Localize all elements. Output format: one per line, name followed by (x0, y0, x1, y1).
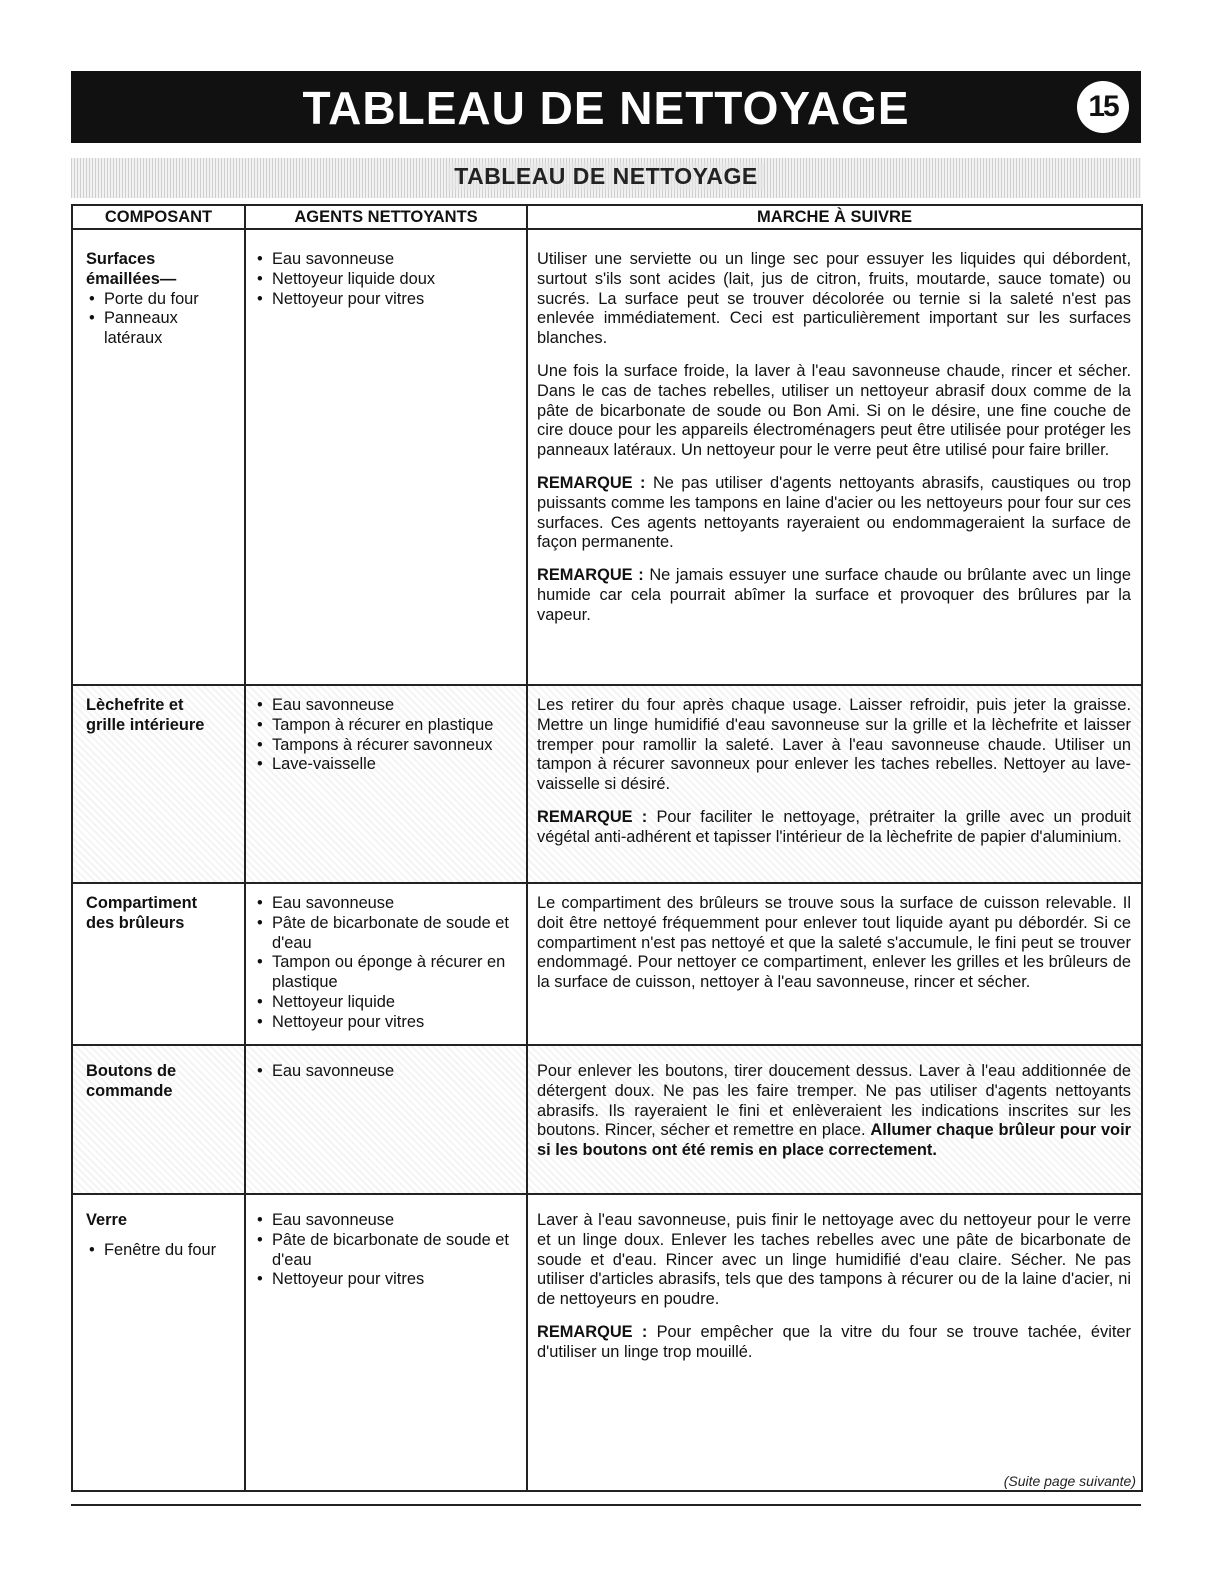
header-component: COMPOSANT (72, 205, 245, 229)
list-item: • Eau savonneuse (254, 696, 520, 716)
table-header-row (72, 205, 1142, 229)
component-cell (72, 883, 245, 1045)
list-item: • Panneaux latéraux (86, 309, 234, 349)
list-item: • Eau savonneuse (254, 1211, 520, 1231)
list-item: • Eau savonneuse (254, 1062, 520, 1082)
list-item: • Nettoyeur pour vitres (254, 1270, 520, 1290)
procedure-cell (527, 883, 1142, 1045)
list-item: • Nettoyeur liquide doux (254, 270, 520, 290)
list-item: • Fenêtre du four (86, 1241, 234, 1261)
component-cell (72, 229, 245, 685)
remark-label: REMARQUE : (537, 473, 646, 492)
remark-paragraph: REMARQUE : Ne pas utiliser d'agents nettoyants abrasifs, caustiques ou trop puissants comme les tampons en laine d'acier ou les nettoyeurs pour four sur ces surfaces. Ces agents nettoyants rayeraient ou endommageraient la surface de façon permanente. (537, 473, 1131, 552)
agents-cell (245, 1194, 527, 1491)
list-item: • Tampon ou éponge à récurer en plastique (254, 953, 520, 993)
list-item: • Nettoyeur liquide (254, 993, 520, 1013)
list-item: • Pâte de bicarbonate de soude et d'eau (254, 1231, 520, 1271)
cleaning-table (71, 204, 1143, 1492)
agents-list (254, 250, 520, 309)
component-name: Verre (86, 1211, 128, 1229)
remark-paragraph: REMARQUE : Pour empêcher que la vitre du four se trouve tachée, éviter d'utiliser un linge trop mouillé. (537, 1322, 1131, 1361)
footer-divider (71, 1504, 1141, 1506)
header-procedure: MARCHE À SUIVRE (527, 205, 1142, 229)
header-agents: AGENTS NETTOYANTS (245, 205, 527, 229)
agents-list (254, 894, 520, 1033)
remark-label: REMARQUE : (537, 566, 644, 585)
component-items (86, 1241, 234, 1261)
remark-label: REMARQUE : (537, 807, 648, 826)
procedure-paragraph: Le compartiment des brûleurs se trouve sous la surface de cuisson relevable. Il doit être nettoyé fréquemment pour enlever tout liquide ayant pu débordér. Si ce compartiment n'est pas nettoyé et que la saleté s'accumule, le fini peut se trouver endommagé. Pour nettoyer ce compartiment, enlever les grilles et les brûleurs de la surface de cuisson, nettoyer à l'eau savonneuse, rincer et sécher. (537, 894, 1131, 992)
agents-list (254, 1062, 520, 1082)
component-name: Compartiment des brûleurs (86, 894, 198, 932)
remark-paragraph: REMARQUE : Ne jamais essuyer une surface chaude ou brûlante avec un linge humide car cela pourrait abîmer la surface et provoquer des brûlures par la vapeur. (537, 566, 1131, 624)
agents-cell (245, 685, 527, 883)
agents-list (254, 1211, 520, 1290)
procedure-cell (527, 1045, 1142, 1194)
table-title: TABLEAU DE NETTOYAGE (448, 163, 764, 190)
table-row-burner-box (72, 883, 1142, 1045)
agents-cell (245, 229, 527, 685)
continued-note: (Suite page suivante) (1003, 1473, 1136, 1489)
agents-cell (245, 1045, 527, 1194)
component-name: Boutons de commande (86, 1062, 177, 1100)
component-name: Surfaces émaillées— (86, 250, 177, 288)
list-item: • Lave-vaisselle (254, 755, 520, 775)
component-cell (72, 685, 245, 883)
list-item: • Nettoyeur pour vitres (254, 1013, 520, 1033)
table-title-band (71, 158, 1141, 198)
procedure-paragraph: Pour enlever les boutons, tirer doucement dessus. Laver à l'eau additionnée de détergent doux. Ne pas les faire tremper. Ne pas utiliser d'agents nettoyants abrasifs. Ils rayeraient le fini et enlèveraient les indications inscrites sur les boutons. Rincer, sécher et remettre en place. Allumer chaque brûleur pour voir si les boutons ont été remis en place correctement. (537, 1062, 1132, 1160)
remark-paragraph: REMARQUE : Pour faciliter le nettoyage, prétraiter la grille avec un produit végétal anti-adhérent et tapisser l'intérieur de la lèchefrite de papier d'aluminium. (537, 807, 1131, 846)
remark-label: REMARQUE : (537, 1322, 648, 1341)
agents-list (254, 696, 520, 775)
procedure-paragraph: Laver à l'eau savonneuse, puis finir le nettoyage avec du nettoyeur pour le verre et un linge doux. Enlever les taches rebelles avec une pâte de bicarbonate de soude et d'eau. Rincer avec un linge humidifié d'eau claire. Sécher. Ne pas utiliser d'articles abrasifs, tels que des tampons à récurer ou de la laine d'acier, ni de nettoyeurs en poudre. (537, 1211, 1131, 1309)
component-name: Lèchefrite et grille intérieure (86, 696, 205, 734)
component-items (86, 290, 234, 349)
procedure-cell (527, 685, 1142, 883)
agents-cell (245, 883, 527, 1045)
procedure-cell (527, 1194, 1142, 1491)
table-row-broiler (72, 685, 1142, 883)
list-item: • Pâte de bicarbonate de soude et d'eau (254, 914, 520, 954)
procedure-cell (527, 229, 1142, 685)
table-row-glass (72, 1194, 1142, 1491)
procedure-paragraph: Utiliser une serviette ou un linge sec pour essuyer les liquides qui débordent, surtout s'ils sont acides (lait, jus de citron, fruits, moutarde, sauce tomate) ou sucrés. La surface peut se trouver décolorée ou ternie si la saleté n'est pas enlevée immédiatement. Ceci est particulièrement important sur les surfaces blanches. (537, 250, 1131, 348)
component-cell (72, 1045, 245, 1194)
page-title: TABLEAU DE NETTOYAGE (302, 82, 910, 134)
list-item: • Porte du four (86, 290, 234, 310)
list-item: • Eau savonneuse (254, 250, 520, 270)
title-bar (71, 71, 1141, 143)
procedure-paragraph: Une fois la surface froide, la laver à l'eau savonneuse chaude, rincer et sécher. Dans le cas de taches rebelles, utiliser un nettoyeur abrasif doux comme de la pâte de bicarbonate de soude ou Bon Ami. Si on le désire, une fine couche de cire douce pour les appareils électroménagers peut être utilisée pour protéger les panneaux latéraux. Un nettoyeur pour le verre peut être utilisé pour faire briller. (537, 361, 1131, 460)
list-item: • Tampon à récurer en plastique (254, 716, 520, 736)
table-row-enamel (72, 229, 1142, 685)
list-item: • Eau savonneuse (254, 894, 520, 914)
table-row-knobs (72, 1045, 1142, 1194)
list-item: • Tampons à récurer savonneux (254, 736, 520, 756)
list-item: • Nettoyeur pour vitres (254, 290, 520, 310)
procedure-paragraph: Les retirer du four après chaque usage. Laisser refroidir, puis jeter la graisse. Mettre un linge humidifié d'eau savonneuse sur la grille et la lèchefrite et laisser tremper pour ramollir la saleté. Laver à l'eau savonneuse chaude. Utiliser un tampon à récurer savonneux pour enlever les taches rebelles. Nettoyer au lave-vaisselle si désiré. (537, 696, 1131, 794)
component-cell (72, 1194, 245, 1491)
page-number-badge: 15 (1077, 81, 1129, 133)
